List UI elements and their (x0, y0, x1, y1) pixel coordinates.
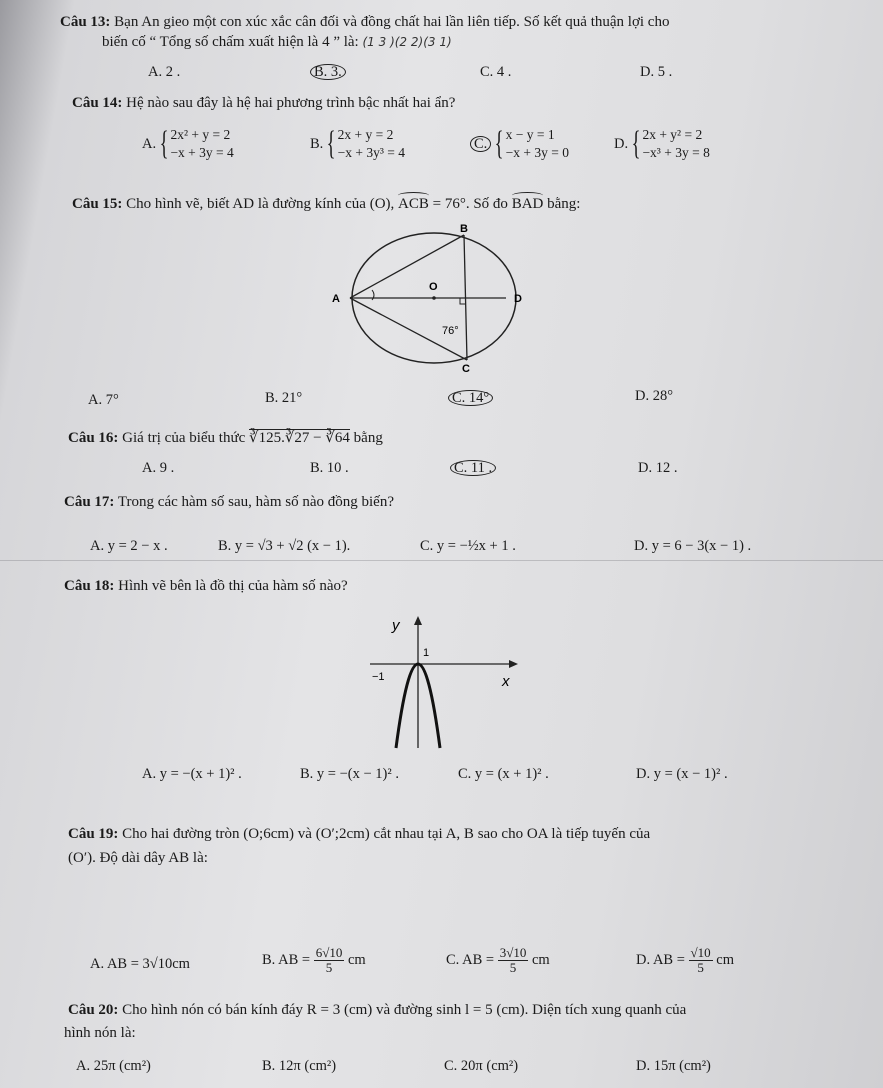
fraction: $\frac{3√10}{5}$ (499, 945, 527, 975)
question-label: Câu 17: (64, 494, 115, 510)
answer-expression: AB = 3√10cm (106, 956, 190, 972)
selected-answer-circle: C. 14° (448, 390, 493, 406)
equation: x − y = 1 (505, 127, 555, 142)
question-text: Cho hình nón có bán kính đáy R = 3 (cm) và đường sinh l = 5 (cm). Diện tích xung quanh của (122, 1002, 687, 1018)
question-20 (68, 1002, 686, 1019)
selected-answer-circle: C. 11 . (450, 460, 496, 476)
question-label: Câu 13: (60, 14, 111, 30)
fraction: $\frac{√10}{5}$ (690, 945, 711, 975)
equation: −x + 3y = 4 (170, 145, 234, 160)
option-a[interactable]: A. 25π (cm²) (76, 1058, 151, 1074)
question-label: Câu 14: (72, 95, 123, 111)
option-b[interactable]: B. y = −(x − 1)² . (300, 766, 399, 782)
question-16 (68, 428, 383, 447)
question-text: Bạn An gieo một con xúc xắc cân đối và đồng chất hai lần liên tiếp. Số kết quả thuận lợi cho (114, 14, 670, 30)
question-text: Hệ nào sau đây là hệ hai phương trình bậc nhất hai ẩn? (126, 95, 456, 111)
option-a[interactable]: A. y = 2 − x . (90, 538, 168, 554)
equation: 2x + y² = 2 (642, 127, 703, 142)
option-b[interactable]: B. AB = $\frac{6√10}{5}$ cm (262, 945, 366, 975)
option-c[interactable]: C. y = −½x + 1 . (420, 538, 516, 554)
x-axis-arrow (509, 660, 518, 668)
label-x: x (502, 673, 510, 690)
option-a[interactable]: A. 7° (88, 392, 119, 408)
equation: 2x + y = 2 (337, 127, 394, 142)
segment-ab (350, 235, 464, 298)
option-a[interactable]: A. y = −(x + 1)² . (142, 766, 242, 782)
option-d[interactable]: D. y = 6 − 3(x − 1) . (634, 538, 752, 554)
question-label: Câu 19: (68, 826, 119, 842)
question-text: Trong các hàm số sau, hàm số nào đồng biến? (117, 494, 394, 510)
handwritten-note: (1 3 )(2 2)(3 1) (362, 35, 452, 49)
parabola-graph (370, 616, 530, 752)
option-c[interactable]: C. 4 . (480, 64, 512, 80)
option-b[interactable]: B. 10 . (310, 460, 349, 476)
option-a[interactable]: A. 2 . (148, 64, 181, 80)
option-a[interactable]: A. AB = 3√10cm (90, 956, 190, 972)
question-text: Giá trị của biểu thức (122, 430, 246, 446)
question-label: Câu 15: (72, 196, 123, 212)
fraction: $\frac{6√10}{5}$ (315, 945, 343, 975)
selected-answer-circle: C. (470, 136, 491, 152)
option-c[interactable]: C. y = (x + 1)² . (458, 766, 549, 782)
arc-notation: BAD (511, 196, 544, 212)
answer-expression: AB = (652, 951, 685, 968)
circle-figure (310, 222, 550, 380)
label-d: D (514, 293, 522, 305)
question-20-line2: hình nón là: (64, 1025, 136, 1041)
question-text: biến cố “ Tổng số chấm xuất hiện là 4 ” là: (102, 34, 359, 50)
option-b[interactable]: B. { 2x + y = 2 −x + 3y³ = 4 (310, 125, 406, 162)
option-d[interactable]: D. { 2x + y² = 2 −x³ + 3y = 8 (614, 125, 710, 162)
question-18 (64, 578, 348, 595)
question-19 (68, 826, 650, 843)
question-13-line2 (102, 34, 452, 51)
label-c: C (462, 363, 470, 375)
question-19-line2: (O′). Độ dài dây AB là: (68, 850, 208, 866)
equation: −x + 3y = 0 (505, 145, 569, 160)
center-point (432, 296, 436, 300)
answer-expression: AB = (462, 951, 495, 968)
question-text: Cho hai đường tròn (O;6cm) và (O′;2cm) cắt nhau tại A, B sao cho OA là tiếp tuyến của (122, 826, 651, 842)
label-angle: 76° (442, 325, 459, 337)
question-text: bằng (353, 430, 383, 446)
question-text: Hình vẽ bên là đồ thị của hàm số nào? (118, 578, 348, 594)
question-13 (60, 14, 669, 31)
question-text: = 76°. Số đo (432, 196, 508, 212)
y-axis-arrow (414, 616, 422, 625)
option-b[interactable]: B. 21° (265, 390, 303, 406)
option-c[interactable]: C. { x − y = 1 −x + 3y = 0 (470, 126, 569, 162)
option-b[interactable] (310, 64, 346, 81)
option-b[interactable]: B. 12π (cm²) (262, 1058, 337, 1074)
label-1: 1 (423, 647, 430, 659)
selected-answer-circle: B. 3. (310, 64, 346, 80)
paper-fold-shadow (0, 560, 883, 561)
question-15 (72, 196, 580, 213)
option-c[interactable] (448, 390, 493, 407)
option-a[interactable]: A. 9 . (142, 460, 175, 476)
equation: 2x² + y = 2 (170, 127, 231, 142)
question-text: bằng: (547, 196, 581, 212)
option-c[interactable]: C. 20π (cm²) (444, 1058, 519, 1074)
question-14 (72, 95, 455, 112)
label-b: B (460, 223, 468, 235)
option-d[interactable]: D. 5 . (640, 64, 673, 80)
equation: −x³ + 3y = 8 (642, 145, 710, 160)
question-17 (64, 494, 394, 511)
question-text: Cho hình vẽ, biết AD là đường kính của (O), (126, 196, 395, 212)
option-b[interactable]: B. y = √3 + √2 (x − 1). (218, 538, 351, 554)
question-label: Câu 18: (64, 578, 115, 594)
label-y: y (392, 617, 400, 634)
question-label: Câu 16: (68, 430, 119, 446)
option-c[interactable]: C. AB = $\frac{3√10}{5}$ cm (446, 945, 550, 975)
math-expression: ∛125.∛27 − ∛64 (249, 430, 350, 446)
arc-notation: ACB (398, 196, 429, 212)
option-d[interactable]: D. 12 . (638, 460, 678, 476)
option-d[interactable]: D. 28° (635, 388, 674, 404)
option-d[interactable]: D. y = (x − 1)² . (636, 766, 728, 782)
answer-expression: AB = (278, 951, 311, 968)
equation: −x + 3y³ = 4 (337, 145, 406, 160)
option-c[interactable] (450, 460, 496, 477)
option-d[interactable]: D. 15π (cm²) (636, 1058, 711, 1074)
label-o: O (429, 281, 438, 293)
option-a[interactable]: A. { 2x² + y = 2 −x + 3y = 4 (142, 125, 234, 162)
label-minus-1: −1 (372, 671, 385, 683)
option-d[interactable]: D. AB = $\frac{√10}{5}$ cm (636, 945, 734, 975)
label-a: A (332, 293, 340, 305)
question-label: Câu 20: (68, 1002, 119, 1018)
